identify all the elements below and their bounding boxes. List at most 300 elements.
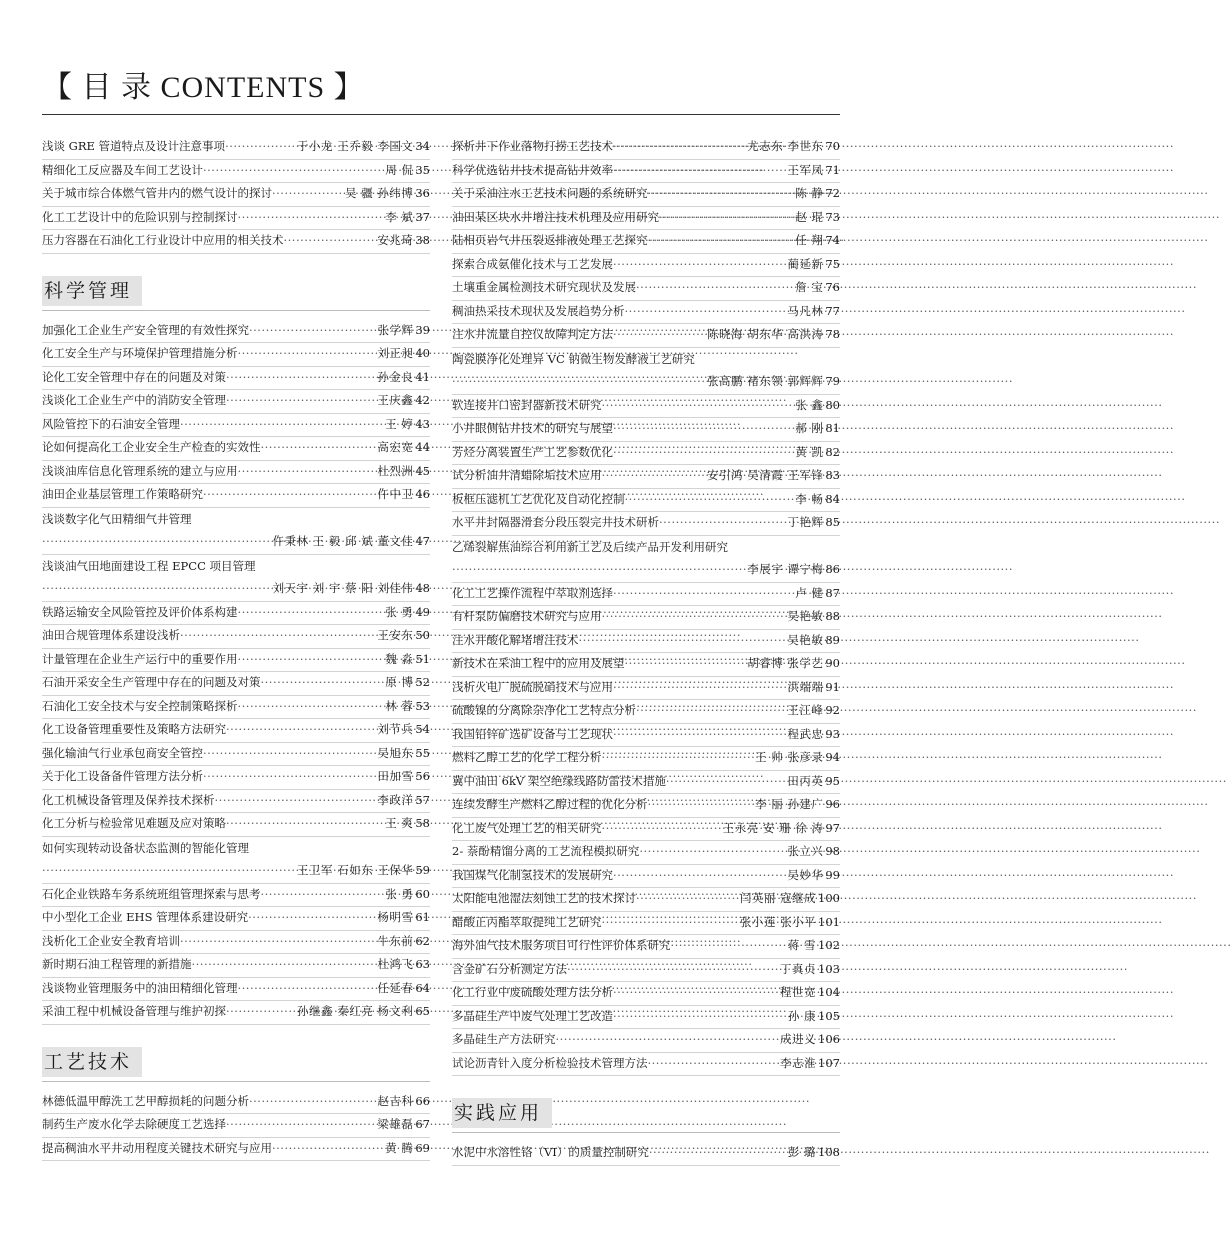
toc-entry[interactable] [452,583,840,607]
page-number: 75 [825,256,840,271]
leader-dots [579,629,786,653]
page-number: 71 [825,162,840,177]
leader-dots [261,883,384,907]
toc-entry[interactable] [452,1029,840,1053]
toc-entry[interactable] [42,531,430,555]
article-title: 浅析火电厂脱硫脱硝技术与应用 [452,679,613,694]
article-authors: 陈晓海 胡东华 高洪涛 [707,327,824,341]
leader-dots [203,483,375,507]
leader-dots [272,1137,383,1161]
leader-dots [238,206,384,230]
toc-entry[interactable] [42,461,430,485]
leader-dots [625,300,786,324]
leader-dots [42,577,271,601]
article-authors: 黄 腾 [385,1140,414,1155]
leader-dots [613,417,793,441]
article-title: 制药生产废水化学去除硬度工艺选择 [42,1117,226,1131]
leader-dots [238,460,376,484]
article-authors: 王军凤 [787,162,824,177]
leader-dots [613,1005,786,1029]
leader-dots [261,671,384,695]
toc-entry[interactable] [42,183,430,207]
toc-entry[interactable] [42,320,430,344]
leader-dots [613,676,785,700]
page-number: 97 [825,820,840,835]
article-title: 科学优选钻井技术提高钻井效率 [452,162,613,177]
toc-entry[interactable] [452,912,840,936]
article-authors: 蒋 雪 [787,938,817,952]
article-title: 油田某区块水井增注技术机理及应用研究 [452,209,659,224]
article-title: 新技术在采油工程中的应用及展望 [452,656,625,670]
article-authors: 张 勇 [385,886,414,901]
toc-entry[interactable] [452,277,840,301]
page-number: 56 [415,769,430,783]
article-authors: 蔺延新 [787,256,824,271]
page-number: 103 [818,961,840,976]
page-number: 102 [818,938,840,952]
toc-entry[interactable] [452,818,840,842]
page-number: 58 [415,816,430,830]
leader-dots [180,624,375,648]
toc-entry[interactable] [452,512,840,536]
leader-dots [226,1000,295,1024]
toc-entry[interactable] [452,1006,840,1030]
article-authors: 孙金良 [377,369,414,384]
section-heading-label: 科学管理 [42,276,142,306]
article-authors: 王江峰 [787,703,824,717]
toc-entry[interactable] [452,841,840,865]
leader-dots [238,695,384,719]
page-number: 66 [415,1093,430,1108]
toc-entry-title-line[interactable] [452,536,840,560]
toc-entry[interactable] [42,1001,430,1025]
article-title: 海外油气技术服务项目可行性评价体系研究 [452,938,671,952]
toc-entry[interactable] [42,719,430,743]
article-title: 板框压滤机工艺优化及自动化控制 [452,491,625,506]
toc-entry[interactable] [42,1114,430,1138]
article-title: 软连接井口密封器新技术研究 [452,397,602,412]
article-authors: 彭 璐 [787,1145,817,1159]
toc-entry[interactable] [452,254,840,278]
page-number: 96 [825,797,840,811]
article-title: 中小型化工企业 EHS 管理体系建设研究 [42,910,249,924]
leader-dots [613,441,793,465]
article-authors: 程世宽 [780,985,817,999]
page-number: 39 [415,322,430,337]
toc-entry[interactable] [42,484,430,508]
page-number: 40 [415,346,430,360]
article-authors: 王 帅 张彦录 [755,750,824,764]
toc-entry[interactable] [42,602,430,626]
toc-entry[interactable] [452,724,840,748]
article-title: 强化输油气行业承包商安全管控 [42,745,203,760]
toc-entry[interactable] [42,230,430,254]
article-authors: 孙 康 [787,1008,817,1023]
toc-entry[interactable] [42,1138,430,1162]
article-authors: 张高鹏 褚东领 郭辉辉 [707,374,824,388]
toc-entry[interactable] [452,395,840,419]
leader-dots [203,159,383,183]
page-number: 59 [415,863,430,877]
toc-entry[interactable] [452,677,840,701]
toc-entry[interactable] [452,230,840,254]
article-authors: 郝 刚 [795,421,824,435]
toc-entry[interactable] [42,136,430,160]
leader-dots [272,182,343,206]
toc-entry[interactable] [452,418,840,442]
leader-dots [639,840,785,864]
toc-entry[interactable] [452,324,840,348]
article-authors: 丁艳辉 [787,515,824,529]
leader-dots [602,746,754,770]
article-authors: 任延春 [377,980,414,995]
toc-entry[interactable] [42,207,430,231]
article-authors: 李政洋 [377,792,414,807]
article-authors: 张 鑫 [795,397,824,412]
toc-entry[interactable] [42,790,430,814]
toc-entry[interactable] [452,489,840,513]
article-title: 浅谈油库信息化管理系统的建立与应用 [42,463,238,478]
article-authors: 于小龙 王乔毅 李国文 [297,139,414,153]
toc-entry[interactable] [42,578,430,602]
section-heading-label: 工艺技术 [42,1047,142,1077]
article-title: 化工行业中废硫酸处理方法分析 [452,985,613,999]
page-number: 108 [818,1145,840,1159]
page-number: 91 [825,679,840,694]
leader-dots [602,911,738,935]
toc-entry[interactable] [42,766,430,790]
leader-dots [192,953,376,977]
article-title: 浅谈油气田地面建设工程 EPCC 项目管理 [42,558,256,573]
leader-dots [452,370,705,394]
article-title: 化工工艺操作流程中萃取剂选择 [452,585,613,600]
article-authors: 王 婷 [385,416,414,431]
leader-dots [249,319,375,343]
toc-entry[interactable] [452,794,840,818]
article-title: 化工设备管理重要性及策略方法研究 [42,722,226,736]
toc-entry[interactable] [452,1142,840,1166]
toc-entry[interactable] [452,183,840,207]
article-title: 醋酸正丙酯萃取提纯工艺研究 [452,914,602,929]
page-number: 76 [825,280,840,294]
leader-dots [452,558,745,582]
leader-dots [602,464,706,488]
article-authors: 李 丽 孙建广 [755,797,824,811]
leader-dots [648,229,794,253]
page-number: 51 [415,651,430,666]
toc-entry[interactable] [452,371,840,395]
toc-entry-title-line[interactable] [42,837,430,861]
article-authors: 吴妙华 [787,867,824,882]
leader-dots [248,906,375,930]
article-title: 太阳能电池湿法刻蚀工艺的技术探讨 [452,891,636,905]
article-authors: 王安东 [377,628,414,642]
toc-entry[interactable] [42,367,430,391]
article-title: 林德低温甲醇洗工艺甲醇损耗的问题分析 [42,1093,249,1108]
page-number: 50 [415,628,430,642]
leader-dots [602,817,721,841]
page-number: 46 [415,487,430,501]
toc-entry[interactable] [42,672,430,696]
page-number: 70 [825,139,840,153]
leader-dots [659,206,793,230]
article-title: 浅谈 GRE 管道特点及设计注意事项 [42,139,226,153]
toc-entry-title-line[interactable] [42,508,430,532]
leader-dots [613,135,745,159]
article-authors: 刘正昶 [377,346,414,360]
article-authors: 王卫军 石如东 王保华 [297,863,414,877]
page-number: 55 [415,745,430,760]
article-authors: 仵秉林 王 毅 邱 斌 董文佳 [272,534,414,548]
leader-dots [613,723,785,747]
toc-entry[interactable] [452,747,840,771]
article-title: 化工废气处理工艺的相关研究 [452,820,602,835]
article-authors: 王庆鑫 [377,393,414,407]
leader-dots [613,582,793,606]
leader-dots [215,789,376,813]
toc-entry[interactable] [42,390,430,414]
page-number: 94 [825,750,840,764]
article-authors: 刘节兵 [377,722,414,736]
toc-entry[interactable] [452,771,840,795]
page-number: 85 [825,515,840,529]
article-title: 陶瓷膜净化处理异 VC 钠微生物发酵液工艺研究 [452,351,695,366]
article-title: 注水井酸化解堵增注技术 [452,632,579,647]
article-title: 浅析化工企业安全教育培训 [42,933,180,948]
page-number: 63 [415,957,430,971]
page-number: 54 [415,722,430,736]
article-authors: 王 爽 [385,816,414,830]
toc-entry[interactable] [452,653,840,677]
toc-entry[interactable] [452,700,840,724]
article-title: 浅谈物业管理服务中的油田精细化管理 [42,980,238,995]
toc-entry[interactable] [452,888,840,912]
article-authors: 闫英丽 寇继成 [739,891,817,905]
article-title: 含金矿石分析测定方法 [452,961,567,976]
page-number: 95 [825,773,840,788]
page-number: 42 [415,393,430,407]
toc-entry[interactable] [452,1053,840,1077]
toc-entry[interactable] [42,437,430,461]
leader-dots [613,253,785,277]
article-authors: 林 蓉 [385,698,414,713]
article-title: 水泥中水溶性铬（VI）的质量控制研究 [452,1145,649,1159]
toc-entry[interactable] [42,931,430,955]
toc-entry[interactable] [452,301,840,325]
page-number: 106 [818,1032,840,1046]
page-number: 38 [415,233,430,247]
toc-entry[interactable] [42,649,430,673]
page-number: 37 [415,209,430,224]
toc-entry[interactable] [42,343,430,367]
article-authors: 田加雪 [377,769,414,783]
page-number: 35 [415,162,430,177]
toc-entry[interactable] [42,625,430,649]
toc-entry[interactable] [42,978,430,1002]
article-title: 采油工程中机械设备管理与维护初探 [42,1004,226,1018]
article-authors: 丁真贞 [780,961,817,976]
page-number: 79 [825,374,840,388]
page-number: 89 [825,632,840,647]
leader-dots [613,981,778,1005]
leader-dots [225,135,295,159]
page-number: 44 [415,440,430,454]
page-number: 62 [415,933,430,948]
page-number: 34 [415,139,430,153]
page-number: 93 [825,726,840,741]
leader-dots [649,1141,786,1165]
leader-dots [648,1052,779,1076]
page-number: 78 [825,327,840,341]
page-number: 83 [825,468,840,482]
page-number: 43 [415,416,430,431]
page-number: 69 [415,1140,430,1155]
page-number: 74 [825,233,840,247]
toc-entry[interactable] [452,465,840,489]
article-title: 浅谈化工企业生产中的消防安全管理 [42,393,226,407]
leader-dots [636,887,738,911]
page-number: 77 [825,303,840,318]
article-title: 风险管控下的石油安全管理 [42,416,180,431]
toc-entry[interactable] [42,907,430,931]
article-title: 关于城市综合体燃气管井内的燃气设计的探讨 [42,186,272,200]
leader-dots [203,742,375,766]
leader-dots [648,793,754,817]
page-number: 72 [825,186,840,200]
article-authors: 刘天宇 刘 宇 蔡 阳 刘佳伟 [272,581,414,595]
article-authors: 安兆琦 [377,233,414,247]
page-number: 81 [825,421,840,435]
page-number: 82 [825,444,840,459]
article-title: 连续发酵生产燃料乙醇过程的优化分析 [452,797,648,811]
article-title: 精细化工反应器及车间工艺设计 [42,162,203,177]
article-title: 我国煤气化制氢技术的发展研究 [452,867,613,882]
article-title: 浅谈数字化气田精细气井管理 [42,511,192,526]
toc-entry[interactable] [452,160,840,184]
leader-dots [567,958,778,982]
article-title: 压力容器在石油化工行业设计中应用的相关技术 [42,233,284,247]
article-authors: 牛东前 [377,933,414,948]
article-title: 化工工艺设计中的危险识别与控制探讨 [42,209,238,224]
article-title: 新时期石油工程管理的新措施 [42,957,192,971]
page-number: 52 [415,675,430,689]
page-title: 【 目 录 CONTENTS 】 [42,71,365,104]
page-number: 107 [818,1055,840,1070]
leader-dots [659,511,785,535]
article-authors: 孙继鑫 秦红亮 杨文利 [297,1004,414,1018]
page-number: 73 [825,209,840,224]
leader-dots [42,530,271,554]
toc-entry[interactable] [452,935,840,959]
article-title: 2- 萘酚精馏分离的工艺流程模拟研究 [452,844,640,858]
page-number: 86 [825,562,840,576]
article-title: 提高稠油水平井动用程度关键技术研究与应用 [42,1140,272,1155]
article-title: 硫酸镍的分离除杂净化工艺特点分析 [452,703,636,717]
toc-entry[interactable] [452,959,840,983]
article-authors: 杜烈洲 [377,463,414,478]
toc-entry[interactable] [42,860,430,884]
toc-entry[interactable] [452,136,840,160]
toc-entry-title-line[interactable] [452,348,840,372]
toc-entry[interactable] [452,982,840,1006]
section-heading [42,1047,430,1083]
toc-entry[interactable] [42,414,430,438]
article-authors: 吴旭东 [377,745,414,760]
leader-dots [625,488,794,512]
article-authors: 成进义 [780,1032,817,1046]
article-authors: 吴艳敏 [787,609,824,623]
toc-entry[interactable] [452,630,840,654]
toc-entry[interactable] [452,207,840,231]
toc-entry[interactable] [452,442,840,466]
article-authors: 马凡林 [787,303,824,318]
toc-entry-title-line[interactable] [42,555,430,579]
article-authors: 杜鸿飞 [377,957,414,971]
article-authors: 任 翔 [795,233,824,247]
article-title: 论化工安全管理中存在的问题及对策 [42,369,226,384]
article-title: 如何实现转动设备状态监测的智能化管理 [42,840,249,855]
article-authors: 陈 静 [795,186,824,200]
toc-entry[interactable] [452,865,840,889]
page-number: 60 [415,886,430,901]
page-number: 67 [415,1117,430,1131]
article-authors: 李 斌 [385,209,414,224]
toc-entry[interactable] [42,884,430,908]
leader-dots [636,276,793,300]
leader-dots [613,864,785,888]
article-authors: 原 博 [385,675,414,689]
article-authors: 魏 淼 [385,651,414,666]
article-authors: 杨明雪 [377,910,414,924]
leader-dots [602,605,786,629]
toc-entry[interactable] [42,813,430,837]
page-number: 104 [818,985,840,999]
toc-entry[interactable] [452,559,840,583]
toc-entry[interactable] [42,160,430,184]
section-heading [452,1098,840,1134]
toc-entry[interactable] [42,743,430,767]
page-number: 48 [415,581,430,595]
article-title: 石油化工安全技术与安全控制策略探析 [42,698,238,713]
article-title: 乙烯裂解焦油综合利用新工艺及后续产品开发利用研究 [452,539,728,554]
toc-entry[interactable] [42,696,430,720]
leader-dots [613,159,785,183]
leader-dots [556,1028,779,1052]
leader-dots [226,389,375,413]
page-number: 36 [415,186,430,200]
toc-entry[interactable] [42,954,430,978]
article-authors: 张学辉 [377,322,414,337]
article-title: 化工分析与检验常见难题及应对策略 [42,816,226,830]
article-title: 石化企业铁路车务系统班组管理探索与思考 [42,886,261,901]
article-authors: 赵 琨 [795,209,824,224]
toc-entry[interactable] [42,1091,430,1115]
article-title: 关于采油注水工艺技术问题的系统研究 [452,186,648,200]
page-number: 53 [415,698,430,713]
article-title: 化工安全生产与环境保护管理措施分析 [42,346,238,360]
article-title: 铁路运输安全风险管控及评价体系构建 [42,604,238,619]
page-number: 105 [818,1008,840,1023]
page-number: 98 [825,844,840,858]
article-authors: 洪端端 [787,679,824,694]
article-title: 探索合成氨催化技术与工艺发展 [452,256,613,271]
leader-dots [180,413,383,437]
leader-dots [226,366,375,390]
toc-entry[interactable] [452,606,840,630]
article-authors: 尤志东 李世东 [747,139,824,153]
article-authors: 周 侃 [385,162,414,177]
article-title: 化工机械设备管理及保养技术探析 [42,792,215,807]
